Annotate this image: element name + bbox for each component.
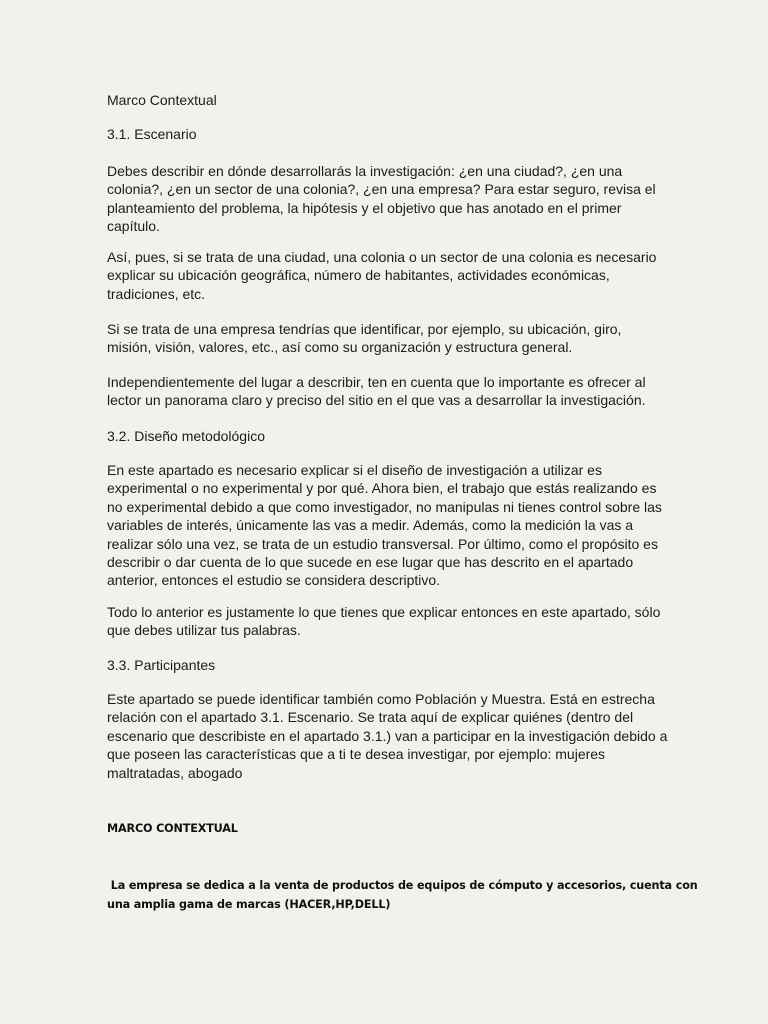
paragraph-line: Todo lo anterior es justamente lo que tienes que explicar entonces en este apartado, sólo: [107, 604, 661, 620]
paragraph-line: planteamiento del problema, la hipótesis y el objetivo que has anotado en el primer: [107, 199, 622, 216]
paragraph-line: una amplia gama de marcas (HACER,HP,DELL): [107, 897, 391, 911]
paragraph-line: relación con el apartado 3.1. Escenario. Se trata aquí de explicar quiénes (dentro del: [107, 709, 634, 726]
paragraph-line: anterior, entonces el estudio se considera descriptivo.: [107, 572, 441, 589]
paragraph-line: que poseen las características que a ti te desea investigar, por ejemplo: mujeres: [107, 746, 606, 763]
paragraph-6: [107, 603, 667, 640]
paragraph-line: Independientemente del lugar a describir, ten en cuenta que lo importante es ofrecer al: [107, 374, 646, 390]
section-title-diseno-text: 3.2. Diseño metodológico: [107, 428, 265, 444]
document-heading-text: Marco Contextual: [107, 92, 217, 108]
paragraph-line: no experimental debido a que como investigador, no manipulas ni tienes control sobre las: [107, 498, 662, 515]
section-title-participantes: [107, 656, 667, 674]
bold-paragraph: [107, 877, 698, 914]
paragraph-4: [107, 373, 667, 410]
paragraph-line: explicar su ubicación geográfica, número de habitantes, actividades económicas,: [107, 267, 610, 284]
paragraph-line: Si se trata de una empresa tendrías que identificar, por ejemplo, su ubicación, giro,: [107, 321, 622, 337]
paragraph-line: lector un panorama claro y preciso del sitio en el que vas a desarrollar la investigación.: [107, 392, 646, 409]
paragraph-line: Debes describir en dónde desarrollarás la investigación: ¿en una ciudad?, ¿en una: [107, 163, 623, 179]
section-title-escenario-text: 3.1. Escenario: [107, 126, 197, 142]
paragraph-line: Este apartado se puede identificar también como Población y Muestra. Está en estrecha: [107, 691, 655, 707]
paragraph-line: maltratadas, abogado: [107, 764, 243, 781]
paragraph-line: tradiciones, etc.: [107, 285, 206, 302]
paragraph-line: realizar sólo una vez, se trata de un estudio transversal. Por último, como el propósito es: [107, 535, 658, 552]
paragraph-line: variables de interés, únicamente las vas a medir. Además, como la medición la vas a: [107, 517, 634, 534]
paragraph-line: que debes utilizar tus palabras.: [107, 622, 301, 639]
section-title-diseno: [107, 427, 667, 445]
paragraph-line: describir o dar cuenta de lo que sucede en ese lugar que has descrito en el apartado: [107, 554, 634, 571]
bold-heading-text: MARCO CONTEXTUAL: [107, 822, 238, 835]
paragraph-line: experimental o no experimental y por qué. Ahora bien, el trabajo que estás realizando es: [107, 480, 657, 497]
paragraph-line: La empresa se dedica a la venta de productos de equipos de cómputo y accesorios, cuenta con: [107, 879, 698, 892]
paragraph-line: Así, pues, si se trata de una ciudad, una colonia o un sector de una colonia es necesario: [107, 249, 657, 265]
paragraph-line: misión, visión, valores, etc., así como su organización y estructura general.: [107, 339, 573, 356]
section-title-escenario: [107, 125, 667, 143]
section-title-participantes-text: 3.3. Participantes: [107, 657, 216, 673]
paragraph-3: [107, 320, 667, 357]
document-heading: [107, 91, 667, 109]
paragraph-line: capítulo.: [107, 218, 160, 235]
paragraph-7: [107, 690, 667, 782]
paragraph-line: colonia?, ¿en un sector de una colonia?, ¿en una empresa? Para estar seguro, revisa el: [107, 181, 656, 198]
paragraph-1: [107, 162, 667, 236]
paragraph-2: [107, 248, 667, 303]
paragraph-5: [107, 461, 667, 590]
paragraph-line: En este apartado es necesario explicar si el diseño de investigación a utilizar es: [107, 462, 602, 478]
paragraph-line: escenario que describiste en el apartado 3.1.) van a participar en la investigación debido a: [107, 727, 668, 744]
bold-heading: [107, 820, 667, 839]
